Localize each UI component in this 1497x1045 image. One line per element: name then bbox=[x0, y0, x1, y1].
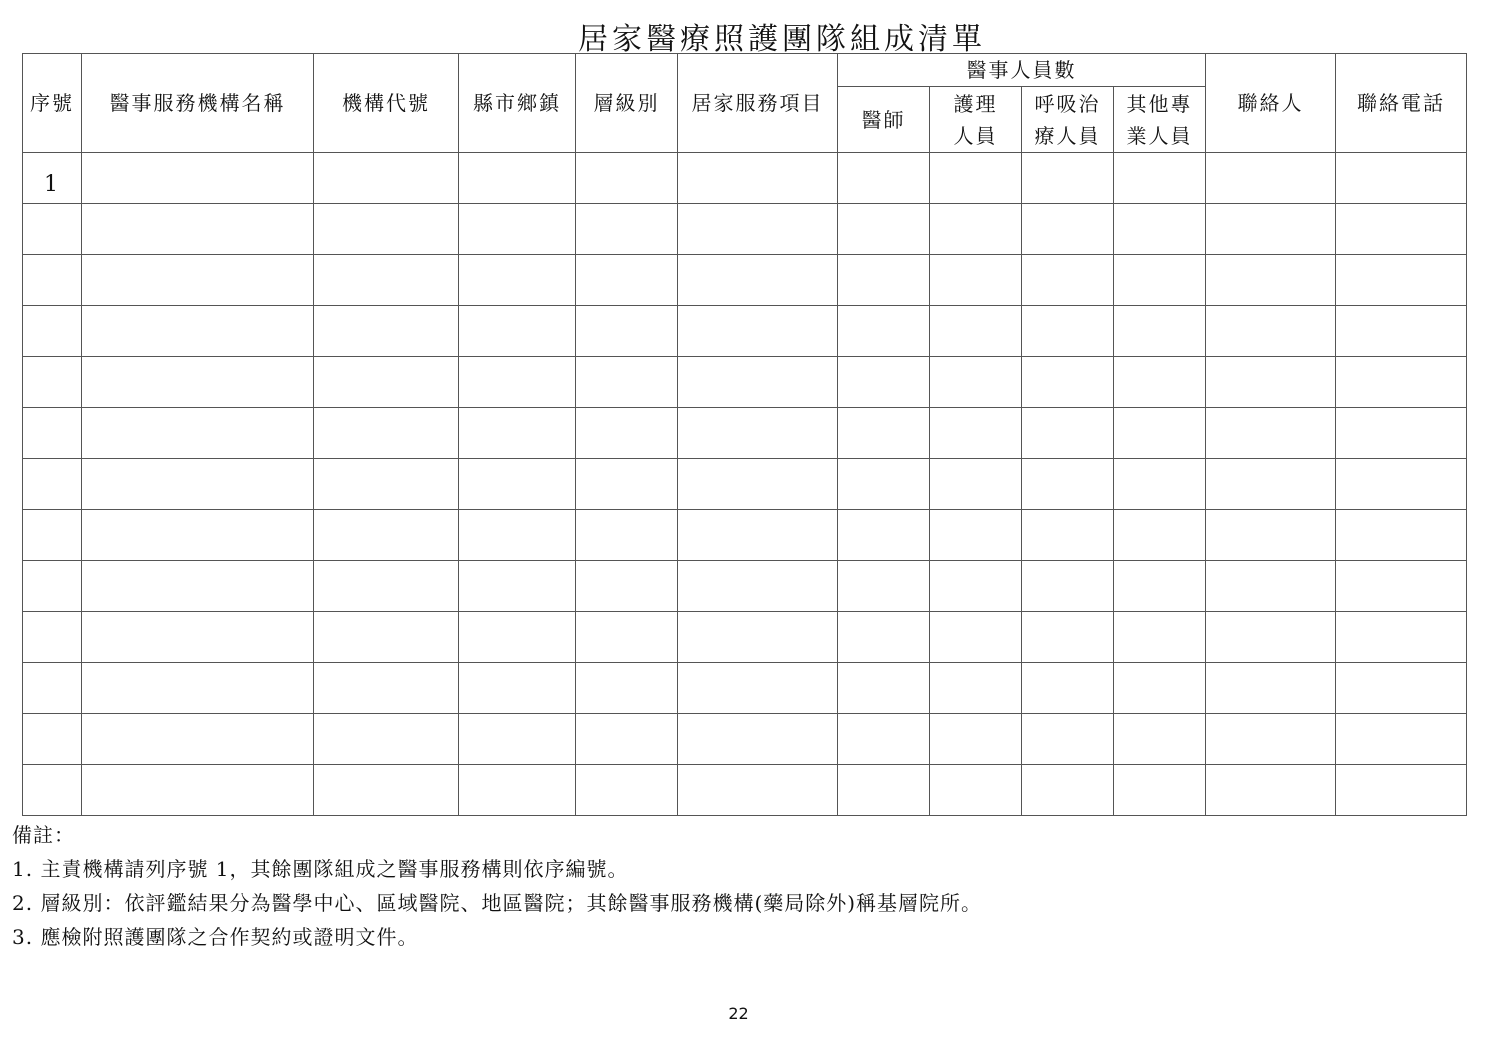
table-cell bbox=[930, 357, 1022, 408]
table-cell bbox=[1206, 765, 1336, 816]
table-cell bbox=[1022, 612, 1114, 663]
table-cell bbox=[1336, 357, 1467, 408]
header-respiratory-line2: 療人員 bbox=[1034, 123, 1101, 148]
table-cell bbox=[314, 612, 459, 663]
table-row bbox=[23, 357, 1467, 408]
table-cell bbox=[838, 765, 930, 816]
table-cell bbox=[576, 510, 678, 561]
table-cell bbox=[930, 408, 1022, 459]
table-cell bbox=[314, 153, 459, 204]
table-row bbox=[23, 153, 1467, 204]
table-cell bbox=[314, 255, 459, 306]
team-roster-table bbox=[22, 53, 1467, 816]
table-cell bbox=[678, 357, 838, 408]
table-cell bbox=[1114, 612, 1206, 663]
table-cell bbox=[1206, 357, 1336, 408]
table-cell bbox=[1336, 765, 1467, 816]
table-cell bbox=[82, 714, 314, 765]
table-cell bbox=[82, 306, 314, 357]
table-cell bbox=[82, 204, 314, 255]
table-cell bbox=[314, 459, 459, 510]
header-institution-name: 醫事服務機構名稱 bbox=[82, 54, 314, 153]
table-cell bbox=[576, 204, 678, 255]
table-row bbox=[23, 714, 1467, 765]
header-other-line1: 其他專 bbox=[1126, 91, 1193, 116]
table-cell bbox=[1336, 663, 1467, 714]
header-respiratory-line1: 呼吸治 bbox=[1034, 91, 1101, 116]
table-cell bbox=[838, 459, 930, 510]
table-cell bbox=[82, 357, 314, 408]
table-cell bbox=[23, 255, 82, 306]
table-cell bbox=[1114, 153, 1206, 204]
table-cell bbox=[1114, 459, 1206, 510]
table-cell bbox=[1114, 204, 1206, 255]
table-cell bbox=[1206, 612, 1336, 663]
table-cell bbox=[576, 612, 678, 663]
table-cell bbox=[1336, 204, 1467, 255]
table-cell bbox=[314, 204, 459, 255]
table-row bbox=[23, 306, 1467, 357]
table-cell bbox=[82, 510, 314, 561]
table-cell bbox=[82, 765, 314, 816]
header-institution-code: 機構代號 bbox=[314, 54, 459, 153]
table-cell bbox=[82, 153, 314, 204]
table-cell bbox=[1022, 408, 1114, 459]
table-cell bbox=[459, 561, 576, 612]
table-cell bbox=[930, 612, 1022, 663]
table-cell bbox=[838, 663, 930, 714]
header-serial: 序號 bbox=[23, 54, 82, 153]
table-row bbox=[23, 459, 1467, 510]
table-cell bbox=[23, 561, 82, 612]
table-cell bbox=[678, 663, 838, 714]
table-cell bbox=[930, 204, 1022, 255]
table-cell bbox=[1022, 153, 1114, 204]
table-cell bbox=[1206, 561, 1336, 612]
table-cell bbox=[576, 561, 678, 612]
table-cell bbox=[576, 663, 678, 714]
table-cell bbox=[82, 255, 314, 306]
table-cell bbox=[838, 204, 930, 255]
table-cell bbox=[1114, 306, 1206, 357]
table-cell bbox=[838, 510, 930, 561]
table-cell bbox=[82, 561, 314, 612]
header-phone: 聯絡電話 bbox=[1336, 54, 1467, 153]
table-cell bbox=[1114, 714, 1206, 765]
table-cell bbox=[678, 204, 838, 255]
table-cell bbox=[576, 306, 678, 357]
table-cell bbox=[838, 357, 930, 408]
table-cell bbox=[576, 357, 678, 408]
table-cell bbox=[23, 408, 82, 459]
table-cell bbox=[678, 510, 838, 561]
table-cell bbox=[1336, 561, 1467, 612]
table-cell bbox=[930, 255, 1022, 306]
notes-heading: 備註： bbox=[12, 823, 75, 847]
table-cell bbox=[459, 714, 576, 765]
note-item: 3. 應檢附照護團隊之合作契約或證明文件。 bbox=[12, 925, 419, 949]
table-cell bbox=[314, 714, 459, 765]
table-cell: 1 bbox=[23, 153, 82, 204]
table-cell bbox=[1336, 306, 1467, 357]
table-cell bbox=[1114, 357, 1206, 408]
table-row bbox=[23, 510, 1467, 561]
table-cell bbox=[930, 714, 1022, 765]
table-cell bbox=[314, 357, 459, 408]
table-cell bbox=[1206, 255, 1336, 306]
document-title: 居家醫療照護團隊組成清單 bbox=[578, 22, 986, 57]
table-cell bbox=[23, 612, 82, 663]
table-cell bbox=[314, 765, 459, 816]
table-cell bbox=[678, 153, 838, 204]
table-cell bbox=[459, 153, 576, 204]
table-cell bbox=[1022, 561, 1114, 612]
table-cell bbox=[576, 714, 678, 765]
table-cell bbox=[1206, 663, 1336, 714]
table-cell bbox=[576, 153, 678, 204]
table-cell bbox=[838, 714, 930, 765]
header-contact: 聯絡人 bbox=[1206, 54, 1336, 153]
note-item: 1. 主責機構請列序號 1，其餘團隊組成之醫事服務構則依序編號。 bbox=[12, 857, 629, 881]
header-nurse-line2: 人員 bbox=[953, 123, 998, 148]
table-cell bbox=[314, 663, 459, 714]
table-cell bbox=[1206, 714, 1336, 765]
table-cell bbox=[459, 204, 576, 255]
table-cell bbox=[678, 612, 838, 663]
table-cell bbox=[930, 663, 1022, 714]
table-cell bbox=[459, 357, 576, 408]
table-cell bbox=[1206, 408, 1336, 459]
table-cell bbox=[1336, 612, 1467, 663]
table-cell bbox=[930, 459, 1022, 510]
note-item: 2. 層級別：依評鑑結果分為醫學中心、區域醫院、地區醫院；其餘醫事服務機構(藥局除外)稱基層院所。 bbox=[12, 891, 983, 915]
table-cell bbox=[23, 357, 82, 408]
table-cell bbox=[459, 408, 576, 459]
table-cell bbox=[678, 714, 838, 765]
table-cell bbox=[838, 306, 930, 357]
table-cell bbox=[23, 663, 82, 714]
table-cell bbox=[1336, 153, 1467, 204]
table-cell bbox=[1022, 663, 1114, 714]
header-respiratory bbox=[1022, 87, 1114, 153]
table-cell bbox=[1022, 714, 1114, 765]
table-cell bbox=[459, 765, 576, 816]
table-cell bbox=[1114, 255, 1206, 306]
table-cell bbox=[576, 408, 678, 459]
table-cell bbox=[930, 153, 1022, 204]
table-cell bbox=[314, 306, 459, 357]
table-row bbox=[23, 765, 1467, 816]
table-cell bbox=[23, 714, 82, 765]
table-cell bbox=[23, 765, 82, 816]
table-cell bbox=[1114, 510, 1206, 561]
table-row bbox=[23, 408, 1467, 459]
table-cell bbox=[23, 459, 82, 510]
table-cell bbox=[1022, 765, 1114, 816]
table-cell bbox=[1336, 408, 1467, 459]
table-cell bbox=[82, 408, 314, 459]
table-cell bbox=[1206, 306, 1336, 357]
table-cell bbox=[459, 510, 576, 561]
table-cell bbox=[314, 510, 459, 561]
table-cell bbox=[930, 561, 1022, 612]
table-cell bbox=[1022, 204, 1114, 255]
table-cell bbox=[838, 255, 930, 306]
table-cell bbox=[82, 612, 314, 663]
table-cell bbox=[838, 561, 930, 612]
table-cell bbox=[82, 459, 314, 510]
table-cell bbox=[930, 765, 1022, 816]
table-cell bbox=[576, 765, 678, 816]
table-cell bbox=[1336, 510, 1467, 561]
table-cell bbox=[930, 510, 1022, 561]
header-county-town: 縣市鄉鎮 bbox=[459, 54, 576, 153]
table-row bbox=[23, 204, 1467, 255]
table-cell bbox=[1336, 255, 1467, 306]
table-cell bbox=[459, 306, 576, 357]
header-level: 層級別 bbox=[576, 54, 678, 153]
header-nurse-line1: 護理 bbox=[953, 91, 998, 116]
table-cell bbox=[1336, 459, 1467, 510]
header-other-line2: 業人員 bbox=[1126, 123, 1193, 148]
notes bbox=[12, 818, 982, 954]
table-cell bbox=[23, 510, 82, 561]
table-cell bbox=[1206, 510, 1336, 561]
table-cell bbox=[459, 663, 576, 714]
table-cell bbox=[459, 459, 576, 510]
table-cell bbox=[1114, 561, 1206, 612]
table-cell bbox=[82, 663, 314, 714]
table-cell bbox=[23, 204, 82, 255]
header-other bbox=[1114, 87, 1206, 153]
table-cell bbox=[314, 561, 459, 612]
table-cell bbox=[838, 408, 930, 459]
table-cell bbox=[314, 408, 459, 459]
table-cell bbox=[678, 255, 838, 306]
table-cell bbox=[1114, 765, 1206, 816]
table-cell bbox=[930, 306, 1022, 357]
table-cell bbox=[1114, 663, 1206, 714]
table-cell bbox=[838, 153, 930, 204]
table-cell bbox=[576, 255, 678, 306]
table-cell bbox=[1114, 408, 1206, 459]
table-cell bbox=[1022, 357, 1114, 408]
table-cell bbox=[678, 306, 838, 357]
table-cell bbox=[459, 255, 576, 306]
table-row bbox=[23, 612, 1467, 663]
table-cell bbox=[678, 765, 838, 816]
table-body bbox=[23, 153, 1467, 816]
table-cell bbox=[23, 306, 82, 357]
table-cell bbox=[678, 408, 838, 459]
table-row bbox=[23, 561, 1467, 612]
table-cell bbox=[678, 459, 838, 510]
header-home-service-items: 居家服務項目 bbox=[678, 54, 838, 153]
table-cell bbox=[576, 459, 678, 510]
table-cell bbox=[1022, 306, 1114, 357]
page-number: 22 bbox=[728, 1004, 749, 1023]
table-cell bbox=[459, 612, 576, 663]
table-cell bbox=[1206, 204, 1336, 255]
table-cell bbox=[1022, 255, 1114, 306]
header-physician: 醫師 bbox=[838, 87, 930, 153]
table-cell bbox=[1336, 714, 1467, 765]
table-row bbox=[23, 255, 1467, 306]
table-cell bbox=[1206, 153, 1336, 204]
table-cell bbox=[1022, 459, 1114, 510]
table-row bbox=[23, 663, 1467, 714]
table-cell bbox=[678, 561, 838, 612]
table-cell bbox=[838, 612, 930, 663]
header-medical-staff-count: 醫事人員數 bbox=[838, 54, 1206, 87]
table-cell bbox=[1206, 459, 1336, 510]
table-cell bbox=[1022, 510, 1114, 561]
header-nurse bbox=[930, 87, 1022, 153]
